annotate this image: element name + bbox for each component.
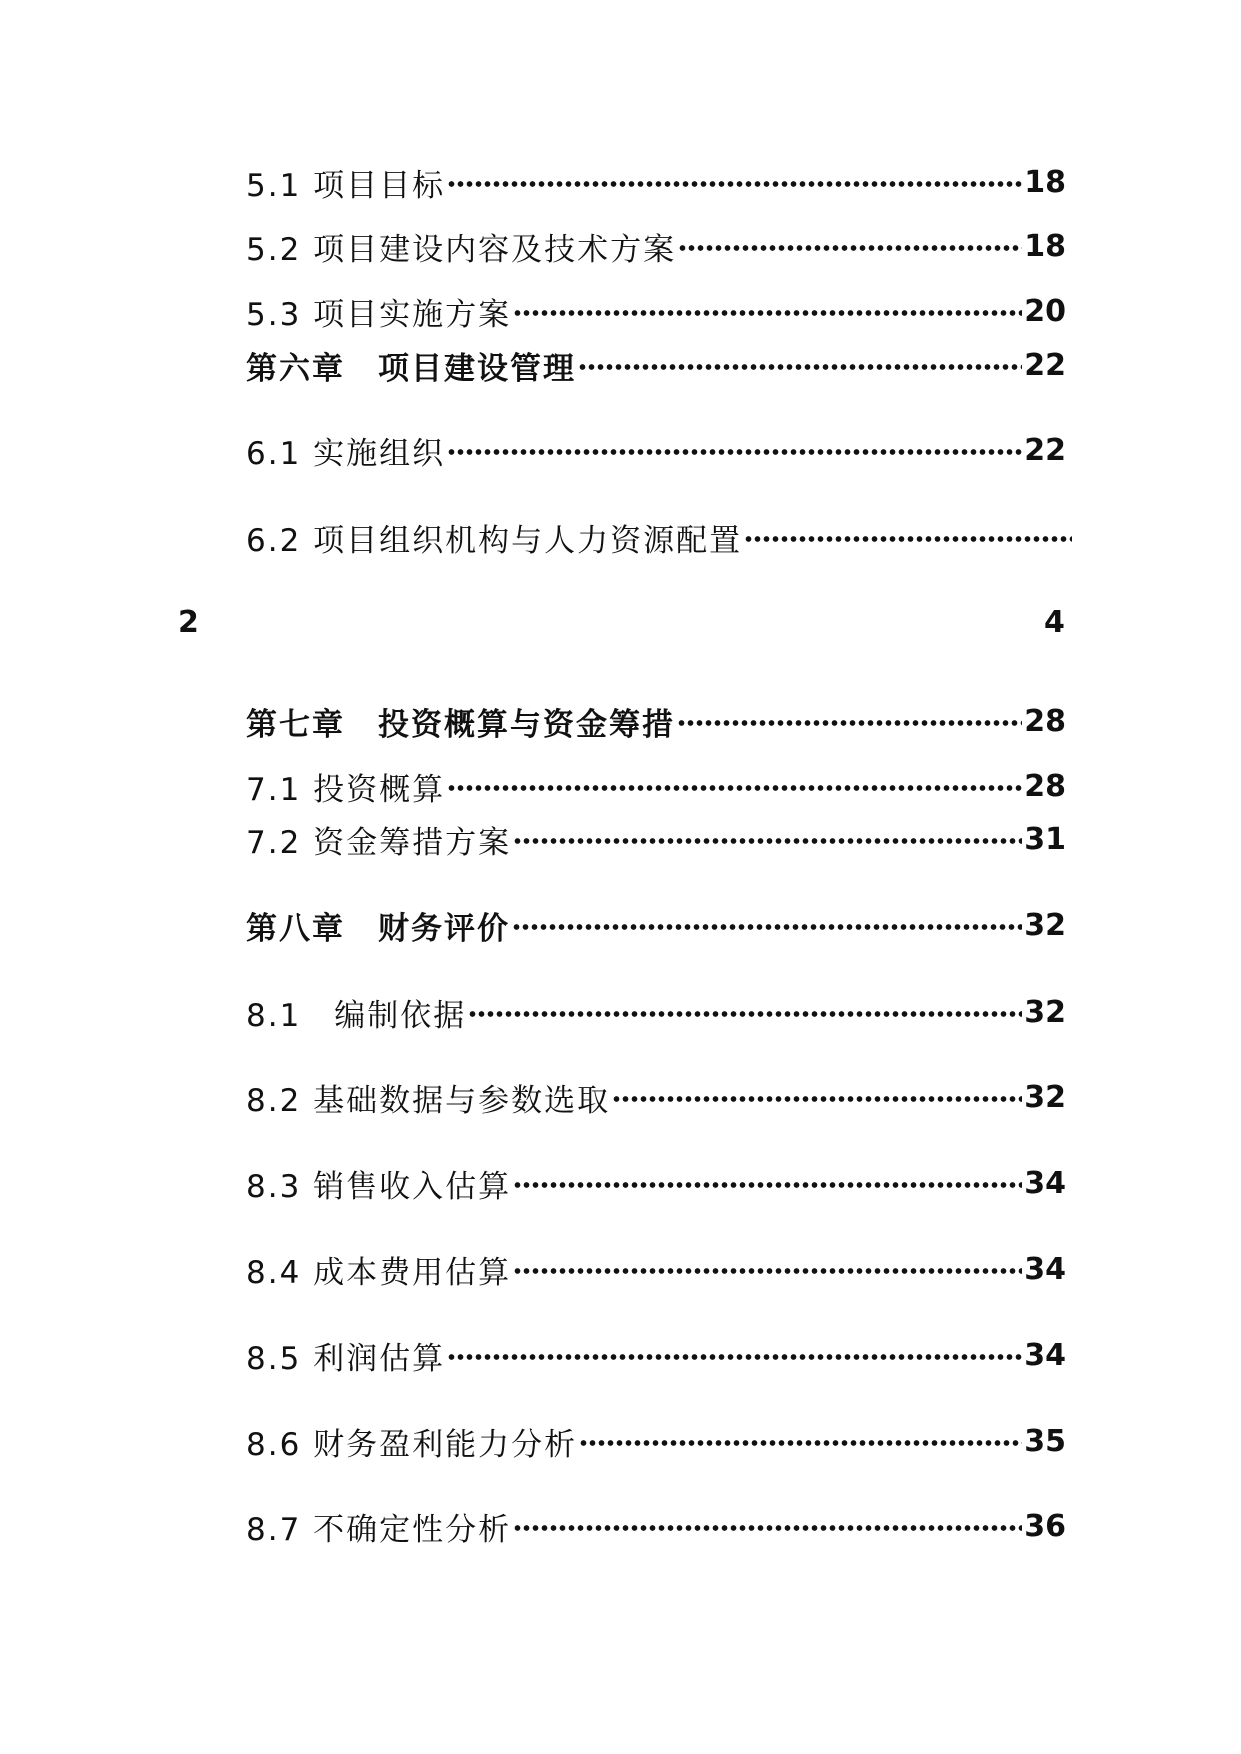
toc-entry-page: 36 [1024, 1508, 1066, 1544]
toc-entry-7-2[interactable] [246, 815, 1066, 863]
wrapped-page-number-right: 4 [1044, 605, 1065, 640]
toc-entry-page: 32 [1024, 907, 1066, 943]
toc-entry-page: 34 [1024, 1251, 1066, 1287]
dot-leader [677, 720, 1022, 726]
toc-entry-label: 6.1 实施组织 [246, 435, 446, 472]
toc-entry-8-3[interactable] [246, 1159, 1066, 1207]
dot-leader [513, 310, 1022, 316]
toc-entry-6-2[interactable] [246, 513, 1072, 561]
toc-entry-8-1[interactable] [246, 988, 1066, 1036]
toc-entry-7-1[interactable] [246, 762, 1066, 810]
dot-leader [447, 1354, 1022, 1360]
toc-entry-label: 8.6 财务盈利能力分析 [246, 1426, 578, 1463]
toc-entry-page: 28 [1024, 768, 1066, 804]
toc-chapter-6[interactable] [246, 341, 1066, 389]
toc-entry-8-5[interactable] [246, 1331, 1066, 1379]
toc-entry-page: 32 [1024, 1079, 1066, 1115]
toc-entry-page: 32 [1024, 994, 1066, 1030]
dot-leader [447, 449, 1022, 455]
toc-chapter-label: 第七章 投资概算与资金筹措 [246, 706, 675, 743]
toc-entry-label: 5.3 项目实施方案 [246, 296, 512, 333]
toc-entry-label: 8.1 编制依据 [246, 997, 467, 1034]
dot-leader [513, 838, 1022, 844]
toc-entry-8-2[interactable] [246, 1073, 1066, 1121]
toc-entry-page: 22 [1024, 347, 1066, 383]
toc-entry-label: 7.1 投资概算 [246, 771, 446, 808]
dot-leader [513, 1182, 1022, 1188]
dot-leader [447, 785, 1022, 791]
toc-entry-label: 6.2 项目组织机构与人力资源配置 [246, 522, 743, 559]
dot-leader [612, 1096, 1022, 1102]
toc-entry-page: 18 [1024, 228, 1066, 264]
toc-entry-5-3[interactable] [246, 287, 1066, 335]
toc-chapter-label: 第六章 项目建设管理 [246, 350, 576, 387]
toc-entry-8-6[interactable] [246, 1417, 1066, 1465]
toc-entry-label: 8.3 销售收入估算 [246, 1168, 512, 1205]
toc-entry-8-4[interactable] [246, 1245, 1066, 1293]
toc-entry-6-1[interactable] [246, 426, 1066, 474]
dot-leader [447, 181, 1022, 187]
toc-entry-label: 5.2 项目建设内容及技术方案 [246, 231, 677, 268]
dot-leader [579, 1440, 1022, 1446]
dot-leader [678, 245, 1022, 251]
toc-entry-label: 8.2 基础数据与参数选取 [246, 1082, 611, 1119]
dot-leader [513, 1268, 1022, 1274]
dot-leader [578, 364, 1022, 370]
toc-entry-5-2[interactable] [246, 222, 1066, 270]
dot-leader [513, 1525, 1022, 1531]
dot-leader [512, 924, 1022, 930]
toc-chapter-label: 第八章 财务评价 [246, 910, 510, 947]
toc-entry-page: 22 [1024, 432, 1066, 468]
wrapped-page-number-left: 2 [178, 605, 199, 640]
toc-entry-5-1[interactable] [246, 158, 1066, 206]
toc-entry-page: 35 [1024, 1423, 1066, 1459]
toc-chapter-8[interactable] [246, 901, 1066, 949]
toc-entry-label: 5.1 项目目标 [246, 167, 446, 204]
toc-entry-label: 8.7 不确定性分析 [246, 1511, 512, 1548]
toc-entry-page: 20 [1024, 293, 1066, 329]
toc-entry-label: 8.5 利润估算 [246, 1340, 446, 1377]
toc-entry-label: 8.4 成本费用估算 [246, 1254, 512, 1291]
toc-entry-page: 31 [1024, 821, 1066, 857]
toc-entry-8-7[interactable] [246, 1502, 1066, 1550]
toc-entry-page: 34 [1024, 1165, 1066, 1201]
toc-entry-page: 28 [1024, 703, 1066, 739]
toc-entry-page: 18 [1024, 164, 1066, 200]
dot-leader [744, 536, 1072, 542]
dot-leader [468, 1011, 1022, 1017]
toc-entry-label: 7.2 资金筹措方案 [246, 824, 512, 861]
toc-entry-page: 34 [1024, 1337, 1066, 1373]
toc-chapter-7[interactable] [246, 697, 1066, 745]
